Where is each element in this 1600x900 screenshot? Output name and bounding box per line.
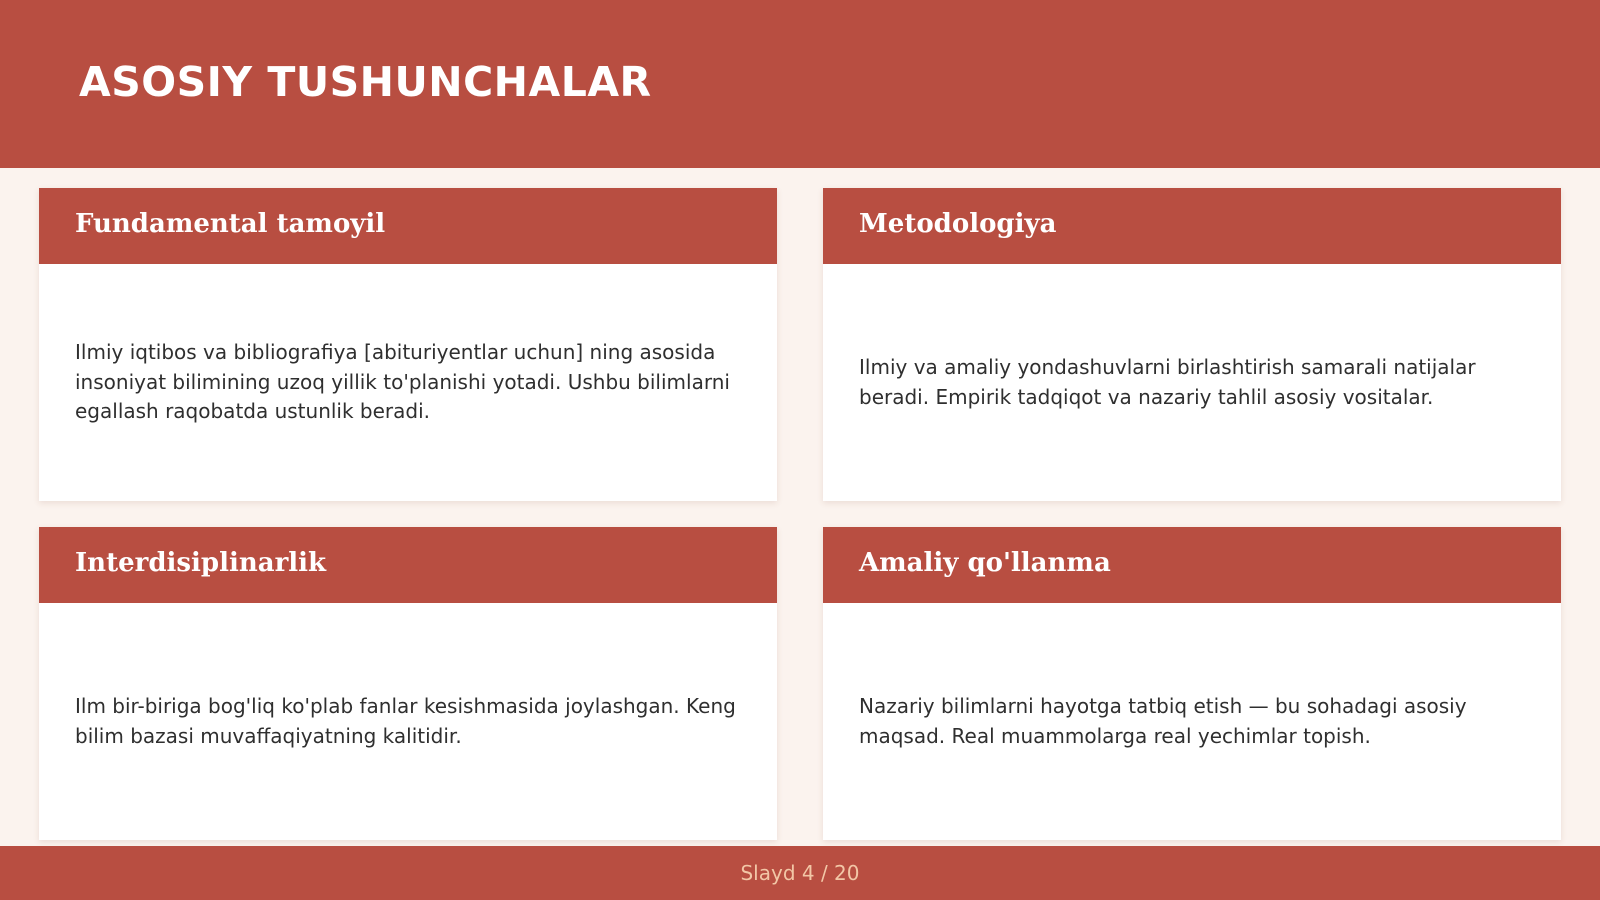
- card-title: Fundamental tamoyil: [75, 209, 386, 239]
- card-title: Metodologiya: [859, 209, 1057, 239]
- card-body: [823, 603, 1561, 840]
- card-text: Ilmiy iqtibos va bibliografiya [abituriyentlar uchun] ning asosida insoniyat bilimining uzoq yillik to'planishi yotadi. Ushbu bilimlarni egallash raqobatda ustunlik beradi.: [75, 340, 730, 424]
- card-methodology: [823, 188, 1561, 501]
- card-body: [823, 264, 1561, 501]
- card-header: [823, 188, 1561, 264]
- slide-footer: [0, 846, 1600, 900]
- slide-header: [0, 0, 1600, 168]
- card-text: Ilm bir-biriga bog'liq ko'plab fanlar kesishmasida joylashgan. Keng bilim bazasi muvaffaqiyatning kalitidir.: [75, 694, 736, 748]
- card-text: Nazariy bilimlarni hayotga tatbiq etish — bu sohadagi asosiy maqsad. Real muammolarga real yechimlar topish.: [859, 694, 1467, 748]
- card-header: [39, 527, 777, 603]
- card-title: Amaliy qo'llanma: [859, 548, 1111, 578]
- card-practical-application: [823, 527, 1561, 840]
- card-fundamental-principle: [39, 188, 777, 501]
- slide-title: ASOSIY TUSHUNCHALAR: [79, 58, 652, 106]
- card-body: [39, 264, 777, 501]
- card-title: Interdisiplinarlik: [75, 548, 327, 578]
- card-interdisciplinarity: [39, 527, 777, 840]
- slide-counter: Slayd 4 / 20: [740, 861, 860, 885]
- card-text: Ilmiy va amaliy yondashuvlarni birlashtirish samarali natijalar beradi. Empirik tadqiqot va nazariy tahlil asosiy vositalar.: [859, 355, 1476, 409]
- card-header: [823, 527, 1561, 603]
- card-header: [39, 188, 777, 264]
- card-body: [39, 603, 777, 840]
